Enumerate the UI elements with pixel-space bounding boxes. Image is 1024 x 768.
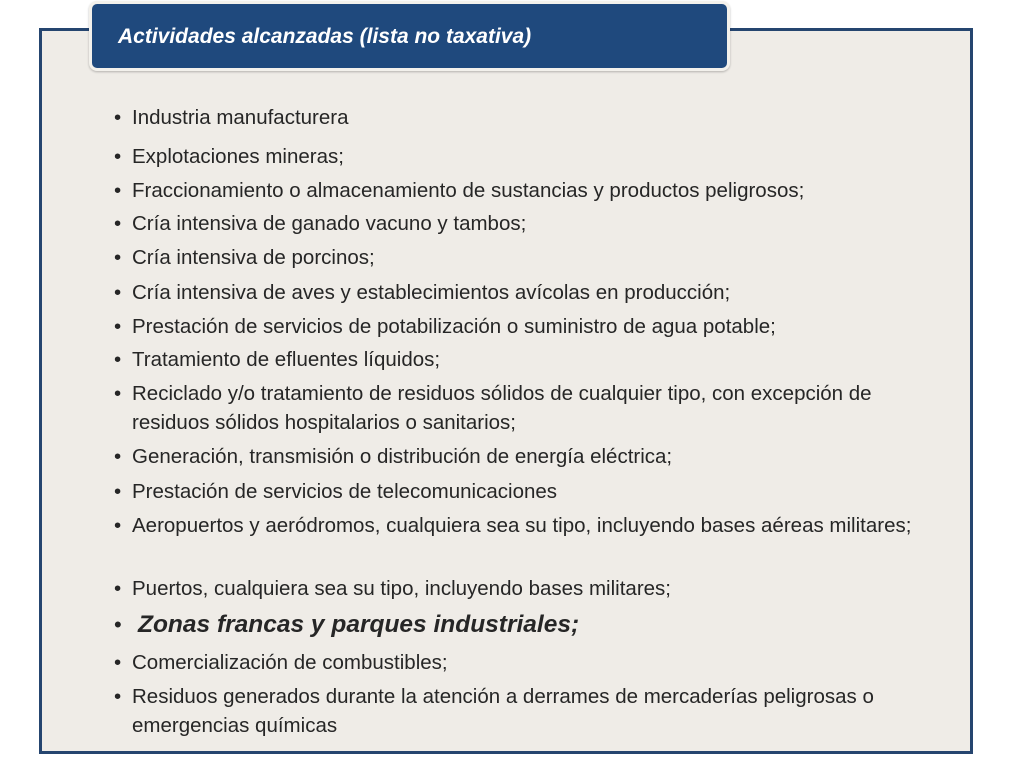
list-item: [114, 574, 914, 603]
list-item: [114, 278, 914, 307]
bullet-icon: •: [114, 348, 122, 371]
list-item-text: Reciclado y/o tratamiento de residuos sólidos de cualquier tipo, con excepción de residuos sólidos hospitalarios o sanitarios;: [132, 382, 872, 434]
list-item: [114, 176, 914, 205]
list-item-text: Residuos generados durante la atención a derrames de mercaderías peligrosas o emergencias químicas: [132, 685, 874, 737]
list-item: [114, 682, 914, 740]
list-item: [114, 142, 914, 171]
list-item-emphasized: [114, 610, 914, 639]
list-item: [114, 209, 914, 238]
list-item: [114, 312, 914, 341]
list-item-text: Cría intensiva de ganado vacuno y tambos;: [132, 212, 527, 235]
bullet-icon: •: [114, 315, 122, 338]
bullet-icon: •: [114, 246, 122, 269]
list-item-text: Prestación de servicios de potabilización o suministro de agua potable;: [132, 315, 776, 338]
bullet-icon: •: [114, 179, 122, 202]
list-item-text: Generación, transmisión o distribución de energía eléctrica;: [132, 445, 673, 468]
list-item: [114, 648, 914, 677]
list-item: [114, 477, 914, 506]
list-item-text: Zonas francas y parques industriales;: [138, 611, 580, 638]
list-item: [114, 243, 914, 272]
bullet-icon: •: [114, 480, 122, 503]
list-item: [114, 103, 914, 132]
bullet-icon: •: [114, 612, 122, 637]
bullet-icon: •: [114, 145, 122, 168]
list-item: [114, 379, 914, 437]
list-item: [114, 442, 914, 471]
list-item-text: Fraccionamiento o almacenamiento de sustancias y productos peligrosos;: [132, 179, 805, 202]
list-item: [114, 511, 914, 540]
bullet-icon: •: [114, 577, 122, 600]
bullet-icon: •: [114, 514, 122, 537]
slide-title: Actividades alcanzadas (lista no taxativa): [118, 25, 532, 48]
bullet-icon: •: [114, 106, 122, 129]
bullet-icon: •: [114, 651, 122, 674]
list-item-text: Comercialización de combustibles;: [132, 651, 448, 674]
list-item-text: Tratamiento de efluentes líquidos;: [132, 348, 441, 371]
bullet-icon: •: [114, 281, 122, 304]
list-item-text: Explotaciones mineras;: [132, 145, 344, 168]
bullet-icon: •: [114, 445, 122, 468]
bullet-icon: •: [114, 212, 122, 235]
list-item-text: Industria manufacturera: [132, 106, 349, 129]
list-item-text: Cría intensiva de porcinos;: [132, 246, 375, 269]
bullet-icon: •: [114, 382, 122, 405]
list-item: [114, 345, 914, 374]
list-item-text: Puertos, cualquiera sea su tipo, incluyendo bases militares;: [132, 577, 671, 600]
bullet-icon: •: [114, 685, 122, 708]
list-item-text: Cría intensiva de aves y establecimientos avícolas en producción;: [132, 281, 731, 304]
list-item-text: Prestación de servicios de telecomunicaciones: [132, 480, 558, 503]
list-item-text: Aeropuertos y aeródromos, cualquiera sea su tipo, incluyendo bases aéreas militares;: [132, 514, 912, 537]
